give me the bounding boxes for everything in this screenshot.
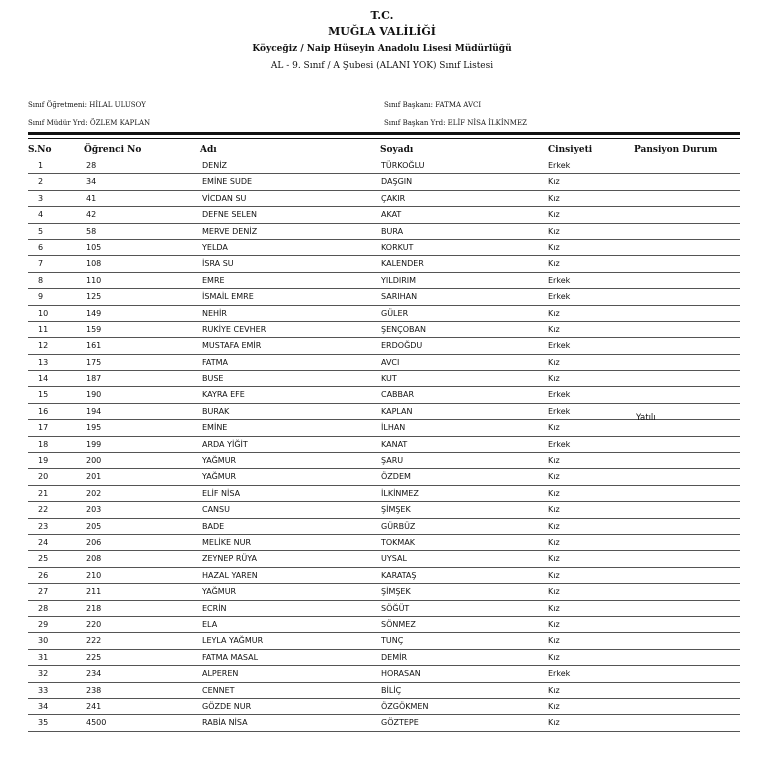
cell-ogrenci-no: 194 — [86, 406, 102, 416]
header-school: Köyceğiz / Naip Hüseyin Anadolu Lisesi Müdürlüğü — [252, 44, 512, 54]
cell-sno: 34 — [38, 701, 49, 711]
cell-soyadi: SARIHAN — [381, 292, 418, 302]
cell-cinsiyet: Kız — [548, 456, 560, 466]
cell-sno: 13 — [38, 357, 49, 367]
table-row — [28, 502, 740, 518]
table-row — [28, 191, 740, 207]
table-row — [28, 240, 740, 256]
table-row — [28, 322, 740, 338]
cell-sno: 35 — [38, 718, 49, 728]
student-table — [28, 158, 740, 732]
cell-sno: 8 — [38, 275, 44, 285]
cell-cinsiyet: Kız — [548, 193, 560, 203]
cell-adi: EMRE — [202, 275, 225, 285]
table-row — [28, 224, 740, 240]
cell-ogrenci-no: 201 — [86, 472, 102, 482]
cell-adi: ALPEREN — [202, 669, 239, 679]
cell-sno: 16 — [38, 406, 49, 416]
cell-cinsiyet: Kız — [548, 652, 560, 662]
cell-adi: DEFNE SELEN — [202, 210, 258, 220]
table-row — [28, 601, 740, 617]
cell-adi: MELİKE NUR — [202, 537, 252, 547]
cell-adi: RABİA NİSA — [202, 718, 248, 728]
cell-sno: 30 — [38, 636, 49, 646]
cell-sno: 31 — [38, 652, 49, 662]
cell-ogrenci-no: 175 — [86, 357, 102, 367]
cell-sno: 4 — [38, 210, 44, 220]
table-row — [28, 289, 740, 305]
table-row — [28, 437, 740, 453]
header-valilik: MUĞLA VALİLİĞİ — [328, 25, 436, 38]
cell-ogrenci-no: 58 — [86, 226, 97, 236]
meta-teacher: Sınıf Öğretmeni: HİLAL ULUSOY — [28, 101, 146, 109]
cell-ogrenci-no: 149 — [86, 308, 102, 318]
cell-cinsiyet: Erkek — [548, 669, 571, 679]
cell-ogrenci-no: 211 — [86, 587, 102, 597]
meta-class-president: Sınıf Başkanı: FATMA AVCI — [384, 101, 482, 109]
cell-cinsiyet: Erkek — [548, 341, 571, 351]
cell-adi: NEHİR — [202, 308, 227, 318]
cell-cinsiyet: Kız — [548, 324, 560, 334]
cell-cinsiyet: Kız — [548, 488, 560, 498]
table-row — [28, 551, 740, 567]
cell-adi: MUSTAFA EMİR — [202, 341, 262, 351]
cell-sno: 10 — [38, 308, 49, 318]
table-row — [28, 338, 740, 354]
table-row — [28, 256, 740, 272]
cell-ogrenci-no: 190 — [86, 390, 102, 400]
col-header-pansiyon: Pansiyon Durum — [634, 145, 718, 155]
cell-soyadi: ÇAKIR — [381, 193, 406, 203]
cell-cinsiyet: Kız — [548, 242, 560, 252]
cell-sno: 18 — [38, 439, 49, 449]
cell-sno: 5 — [38, 226, 44, 236]
cell-soyadi: KORKUT — [381, 242, 414, 252]
cell-sno: 23 — [38, 521, 49, 531]
cell-sno: 11 — [38, 324, 49, 334]
cell-soyadi: BURA — [381, 226, 404, 236]
cell-soyadi: KALENDER — [381, 259, 424, 269]
cell-adi: YAĞMUR — [202, 456, 237, 466]
table-row — [28, 633, 740, 649]
cell-cinsiyet: Kız — [548, 210, 560, 220]
cell-cinsiyet: Kız — [548, 603, 560, 613]
cell-ogrenci-no: 187 — [86, 374, 102, 384]
table-row — [28, 387, 740, 403]
table-row — [28, 420, 740, 436]
cell-ogrenci-no: 199 — [86, 439, 102, 449]
cell-soyadi: AVCI — [381, 357, 400, 367]
table-row — [28, 174, 740, 190]
cell-adi: YAĞMUR — [202, 472, 237, 482]
cell-soyadi: ŞİMŞEK — [381, 587, 411, 597]
cell-adi: LEYLA YAĞMUR — [202, 636, 264, 646]
cell-sno: 26 — [38, 570, 49, 580]
cell-ogrenci-no: 108 — [86, 259, 102, 269]
cell-adi: FATMA MASAL — [202, 652, 259, 662]
cell-ogrenci-no: 234 — [86, 669, 102, 679]
cell-soyadi: BİLİÇ — [381, 685, 402, 695]
cell-soyadi: ÖZGÖKMEN — [381, 701, 429, 711]
cell-adi: BADE — [202, 521, 225, 531]
cell-soyadi: HORASAN — [381, 669, 421, 679]
cell-soyadi: SÖĞÜT — [381, 603, 410, 613]
cell-soyadi: ÖZDEM — [381, 472, 411, 482]
meta-vice-principal: Sınıf Müdür Yrd: ÖZLEM KAPLAN — [28, 119, 151, 127]
cell-ogrenci-no: 161 — [86, 341, 102, 351]
cell-adi: ECRİN — [202, 603, 227, 613]
cell-cinsiyet: Kız — [548, 226, 560, 236]
cell-cinsiyet: Erkek — [548, 439, 571, 449]
cell-adi: YAĞMUR — [202, 587, 237, 597]
cell-adi: ELA — [202, 619, 218, 629]
cell-cinsiyet: Kız — [548, 374, 560, 384]
cell-adi: İSMAİL EMRE — [202, 292, 254, 302]
cell-sno: 25 — [38, 554, 49, 564]
cell-sno: 32 — [38, 669, 49, 679]
cell-soyadi: KARATAŞ — [381, 570, 417, 580]
cell-cinsiyet: Kız — [548, 505, 560, 515]
cell-adi: EMİNE — [202, 423, 228, 433]
cell-sno: 27 — [38, 587, 49, 597]
col-header-ogrenci-no: Öğrenci No — [84, 145, 142, 155]
cell-soyadi: DAŞGIN — [381, 177, 413, 187]
table-row — [28, 519, 740, 535]
cell-adi: ARDA YİĞİT — [202, 439, 248, 449]
cell-cinsiyet: Erkek — [548, 406, 571, 416]
cell-adi: ELİF NİSA — [202, 488, 241, 498]
cell-soyadi: GÖZTEPE — [381, 718, 419, 728]
header-rule-thin — [28, 138, 740, 139]
cell-ogrenci-no: 218 — [86, 603, 102, 613]
col-header-sno: S.No — [28, 145, 52, 155]
table-row — [28, 715, 740, 731]
cell-sno: 14 — [38, 374, 49, 384]
cell-ogrenci-no: 238 — [86, 685, 102, 695]
cell-ogrenci-no: 42 — [86, 210, 97, 220]
cell-cinsiyet: Erkek — [548, 161, 571, 170]
header-class-title: AL - 9. Sınıf / A Şubesi (ALANI YOK) Sınıf Listesi — [270, 61, 494, 71]
table-row — [28, 535, 740, 551]
cell-soyadi: ŞENÇOBAN — [381, 324, 426, 334]
cell-soyadi: KAPLAN — [381, 406, 413, 416]
cell-sno: 9 — [38, 292, 44, 302]
cell-sno: 33 — [38, 685, 49, 695]
cell-soyadi: AKAT — [381, 210, 402, 220]
cell-adi: BURAK — [202, 406, 230, 416]
cell-soyadi: TUNÇ — [381, 636, 404, 646]
header-rule-thick — [28, 132, 740, 135]
cell-ogrenci-no: 241 — [86, 701, 102, 711]
cell-soyadi: GÜRBÜZ — [381, 521, 416, 531]
cell-cinsiyet: Kız — [548, 570, 560, 580]
table-row — [28, 404, 740, 423]
cell-ogrenci-no: 225 — [86, 652, 102, 662]
table-row — [28, 486, 740, 502]
table-row — [28, 699, 740, 715]
col-header-soyadi: Soyadı — [380, 145, 414, 155]
cell-adi: CANSU — [202, 505, 230, 515]
table-row — [28, 371, 740, 387]
cell-sno: 22 — [38, 505, 49, 515]
cell-ogrenci-no: 210 — [86, 570, 102, 580]
cell-soyadi: ŞARU — [381, 456, 404, 466]
cell-ogrenci-no: 125 — [86, 292, 102, 302]
cell-cinsiyet: Kız — [548, 308, 560, 318]
cell-cinsiyet: Erkek — [548, 390, 571, 400]
cell-sno: 3 — [38, 193, 44, 203]
cell-ogrenci-no: 203 — [86, 505, 102, 515]
cell-pansiyon: Yatılı — [636, 412, 656, 423]
table-row — [28, 584, 740, 600]
cell-cinsiyet: Kız — [548, 554, 560, 564]
cell-soyadi: TÜRKOĞLU — [381, 161, 425, 170]
cell-adi: DENİZ — [202, 161, 228, 170]
table-row — [28, 469, 740, 485]
cell-adi: GÖZDE NUR — [202, 701, 252, 711]
cell-adi: ZEYNEP RÜYA — [202, 554, 257, 564]
cell-ogrenci-no: 206 — [86, 537, 102, 547]
table-row — [28, 273, 740, 289]
table-row — [28, 306, 740, 322]
cell-adi: İSRA SU — [202, 259, 234, 269]
table-row — [28, 617, 740, 633]
cell-cinsiyet: Kız — [548, 718, 560, 728]
cell-soyadi: TOKMAK — [381, 537, 416, 547]
cell-cinsiyet: Kız — [548, 357, 560, 367]
cell-sno: 15 — [38, 390, 49, 400]
cell-sno: 20 — [38, 472, 49, 482]
cell-cinsiyet: Kız — [548, 685, 560, 695]
cell-ogrenci-no: 208 — [86, 554, 102, 564]
cell-cinsiyet: Kız — [548, 587, 560, 597]
cell-adi: FATMA — [202, 357, 228, 367]
cell-cinsiyet: Kız — [548, 177, 560, 187]
cell-sno: 6 — [38, 242, 44, 252]
cell-ogrenci-no: 110 — [86, 275, 102, 285]
cell-soyadi: UYSAL — [381, 554, 407, 564]
cell-sno: 17 — [38, 423, 49, 433]
cell-cinsiyet: Kız — [548, 521, 560, 531]
cell-ogrenci-no: 159 — [86, 324, 102, 334]
cell-soyadi: KUT — [381, 374, 397, 384]
cell-soyadi: ŞİMŞEK — [381, 505, 411, 515]
cell-cinsiyet: Kız — [548, 636, 560, 646]
table-row — [28, 568, 740, 584]
cell-ogrenci-no: 220 — [86, 619, 102, 629]
table-row — [28, 207, 740, 223]
cell-soyadi: ERDOĞDU — [381, 341, 423, 351]
table-row — [28, 666, 740, 682]
cell-ogrenci-no: 4500 — [86, 718, 107, 728]
cell-ogrenci-no: 202 — [86, 488, 102, 498]
cell-cinsiyet: Kız — [548, 701, 560, 711]
table-row — [28, 683, 740, 699]
cell-ogrenci-no: 34 — [86, 177, 97, 187]
cell-cinsiyet: Kız — [548, 537, 560, 547]
cell-sno: 2 — [38, 177, 44, 187]
cell-adi: BUSE — [202, 374, 224, 384]
cell-ogrenci-no: 205 — [86, 521, 102, 531]
table-row — [28, 650, 740, 666]
cell-ogrenci-no: 28 — [86, 161, 97, 170]
cell-sno: 28 — [38, 603, 49, 613]
col-header-cinsiyet: Cinsiyeti — [548, 145, 593, 155]
cell-soyadi: DEMİR — [381, 652, 408, 662]
cell-soyadi: YILDIRIM — [381, 275, 417, 285]
col-header-adi: Adı — [200, 145, 217, 155]
cell-ogrenci-no: 222 — [86, 636, 102, 646]
cell-ogrenci-no: 41 — [86, 193, 97, 203]
cell-sno: 19 — [38, 456, 49, 466]
cell-sno: 21 — [38, 488, 49, 498]
cell-soyadi: CABBAR — [381, 390, 415, 400]
cell-cinsiyet: Kız — [548, 259, 560, 269]
cell-sno: 1 — [38, 161, 44, 170]
cell-adi: KAYRA EFE — [202, 390, 245, 400]
header-tc: T.C. — [370, 9, 394, 22]
cell-sno: 12 — [38, 341, 49, 351]
cell-soyadi: GÜLER — [381, 308, 409, 318]
cell-ogrenci-no: 200 — [86, 456, 102, 466]
cell-sno: 29 — [38, 619, 49, 629]
cell-adi: EMİNE SUDE — [202, 177, 253, 187]
cell-adi: HAZAL YAREN — [202, 570, 258, 580]
cell-ogrenci-no: 105 — [86, 242, 102, 252]
cell-cinsiyet: Kız — [548, 472, 560, 482]
table-row — [28, 158, 740, 174]
cell-soyadi: SÖNMEZ — [381, 619, 416, 629]
cell-ogrenci-no: 195 — [86, 423, 102, 433]
cell-soyadi: İLKİNMEZ — [381, 488, 419, 498]
cell-cinsiyet: Erkek — [548, 292, 571, 302]
cell-cinsiyet: Erkek — [548, 275, 571, 285]
cell-sno: 24 — [38, 537, 49, 547]
cell-adi: RUKİYE CEVHER — [202, 324, 267, 334]
cell-cinsiyet: Kız — [548, 619, 560, 629]
cell-adi: VİCDAN SU — [202, 193, 247, 203]
table-row — [28, 453, 740, 469]
cell-cinsiyet: Kız — [548, 423, 560, 433]
meta-class-vice-president: Sınıf Başkan Yrd: ELİF NİSA İLKİNMEZ — [384, 119, 527, 127]
cell-adi: YELDA — [202, 242, 228, 252]
table-row — [28, 355, 740, 371]
cell-adi: MERVE DENİZ — [202, 226, 258, 236]
cell-adi: CENNET — [202, 685, 235, 695]
cell-soyadi: İLHAN — [381, 423, 406, 433]
cell-sno: 7 — [38, 259, 44, 269]
cell-soyadi: KANAT — [381, 439, 408, 449]
